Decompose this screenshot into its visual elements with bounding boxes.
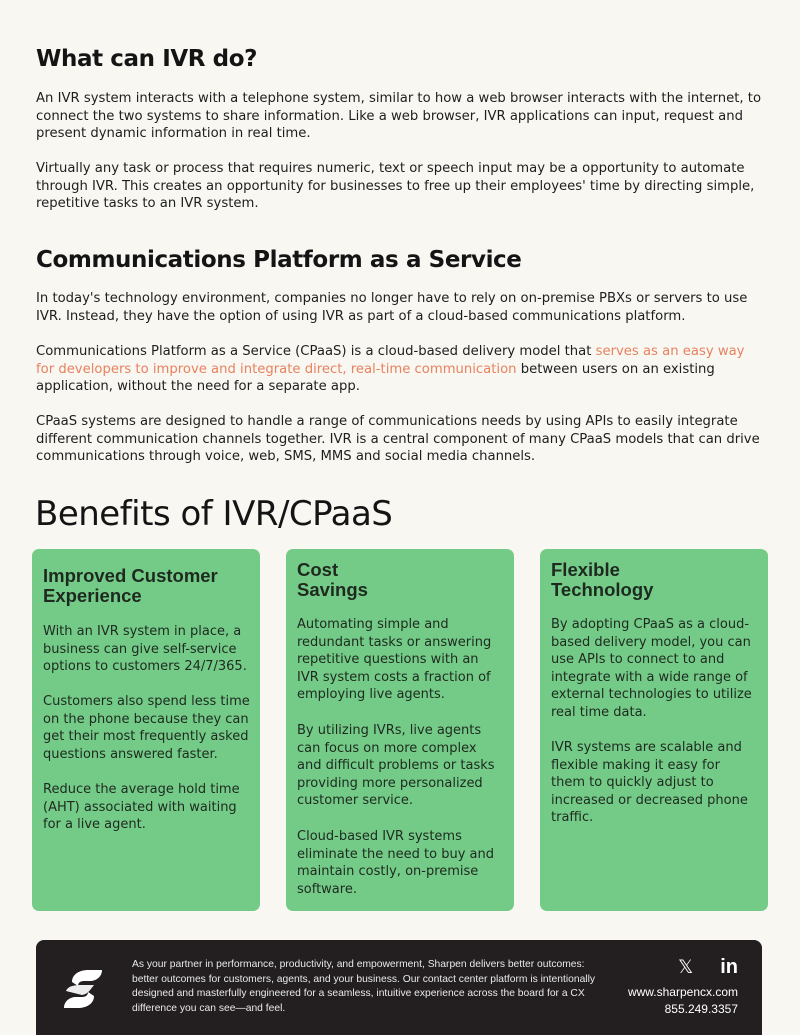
ivr-paragraph-1: An IVR system interacts with a telephone system, similar to how a web browser interacts with the internet, to connect the two systems to share information. Like a web browser, IVR applications can input, request and present dynamic information in real time.	[36, 91, 762, 142]
card-paragraph: With an IVR system in place, a business can give self-service options to customers 24/7/365.	[43, 624, 247, 675]
card-paragraph: Cloud-based IVR systems eliminate the need to buy and maintain costly, on-premise software.	[297, 829, 494, 897]
card-paragraph: By utilizing IVRs, live agents can focus on more complex and difficult problems or tasks providing more personalized customer service.	[297, 723, 495, 809]
social-icons	[678, 956, 738, 978]
card-title-line-1: Improved Customer	[43, 565, 218, 586]
ivr-section-title: What can IVR do?	[36, 46, 258, 72]
card-title-line-2: Savings	[297, 579, 368, 600]
card-title-line-1: Flexible	[551, 559, 620, 580]
card-title-line-2: Experience	[43, 585, 142, 606]
linkedin-icon[interactable]: in	[720, 956, 738, 978]
cpaas-paragraph-2	[36, 343, 766, 396]
phone-number[interactable]: 855.249.3357	[664, 1002, 738, 1016]
website-link[interactable]: www.sharpencx.com	[627, 985, 738, 999]
card-title	[551, 560, 758, 600]
footer-description: As your partner in performance, productivity, and empowerment, Sharpen delivers better outcomes: better outcomes for customers, agents, and your business. Our contact center platform is intentionally designed and masterfully engineered for a seamless, intuitive experience across the board for a CX difference you can see—and feel.	[132, 959, 596, 1014]
cpaas-paragraph-3: CPaaS systems are designed to handle a range of communications needs by using APIs to easily integrate different communication channels together. IVR is a central component of many CPaaS models that can drive communications through voice, web, SMS, MMS and social media channels.	[36, 414, 760, 465]
card-title	[297, 560, 504, 600]
cpaas-paragraph-2-end: between users on an existing application, without the need for a separate app.	[36, 361, 715, 395]
cpaas-paragraph-2-start: Communications Platform as a Service (CPaaS) is a cloud-based delivery model that	[36, 344, 596, 359]
sharpen-logo-icon	[58, 964, 108, 1014]
card-title-line-2: Technology	[551, 579, 654, 600]
card-title-line-1: Cost	[297, 559, 339, 580]
footer	[36, 940, 762, 1035]
benefits-title: Benefits of IVR/CPaaS	[35, 494, 393, 534]
card-paragraph: Reduce the average hold time (AHT) associated with waiting for a live agent.	[43, 782, 240, 833]
card-paragraph: Automating simple and redundant tasks or answering repetitive questions with an IVR system costs a fraction of employing live agents.	[297, 617, 492, 703]
cpaas-section-title: Communications Platform as a Service	[36, 247, 522, 273]
card-title	[43, 566, 250, 606]
card-paragraph: Customers also spend less time on the phone because they can get their most frequently asked questions answered faster.	[43, 694, 250, 762]
x-icon[interactable]: 𝕏	[678, 956, 694, 978]
benefit-card-cost-savings	[286, 549, 514, 911]
card-paragraph: IVR systems are scalable and flexible making it easy for them to quickly adjust to increased or decreased phone traffic.	[551, 740, 748, 826]
cpaas-highlight-link[interactable]: serves as an easy way for developers to improve and integrate direct, real-time communication	[36, 344, 745, 377]
cpaas-paragraph-1: In today's technology environment, companies no longer have to rely on on-premise PBXs or servers to use IVR. Instead, they have the option of using IVR as part of a cloud-based communications platform.	[36, 291, 748, 324]
benefit-card-flexible-technology	[540, 549, 768, 911]
card-paragraph: By adopting CPaaS as a cloud-based delivery model, you can use APIs to connect to and integrate with a wide range of external technologies to utilize real time data.	[551, 617, 752, 720]
ivr-paragraph-2: Virtually any task or process that requires numeric, text or speech input may be a opportunity to automate through IVR. This creates an opportunity for businesses to free up their employees' time by directing simple, repetitive tasks to an IVR system.	[36, 161, 755, 212]
benefit-card-customer-experience	[32, 549, 260, 911]
